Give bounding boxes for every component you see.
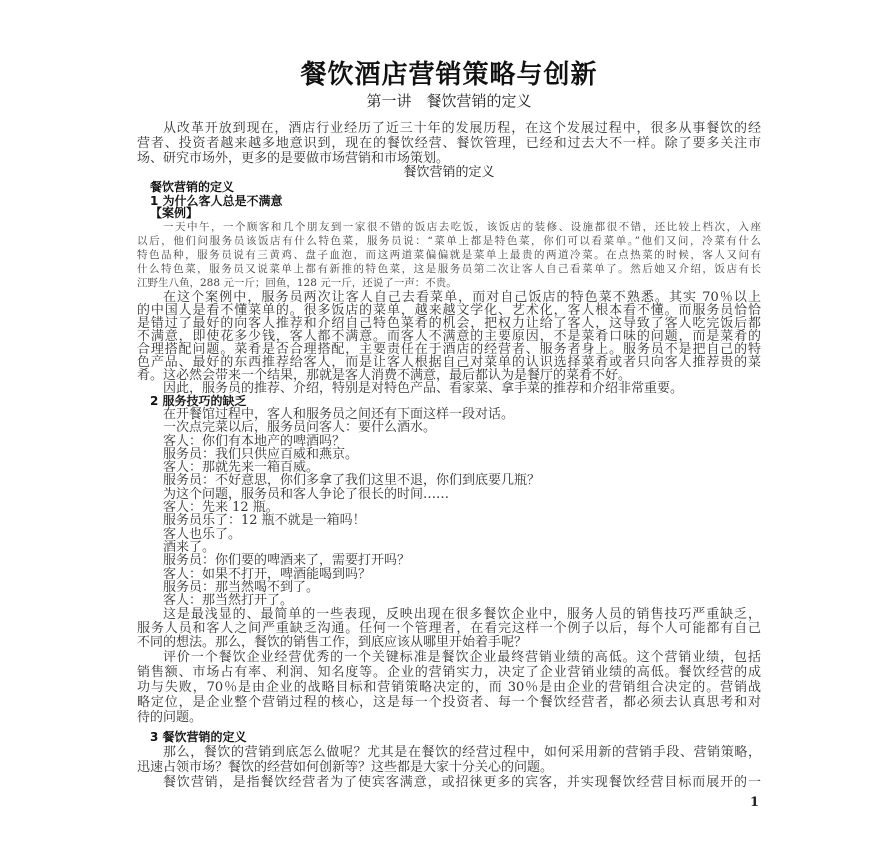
text-line: 这是最浅显的、最简单的一些表现，反映出现在很多餐饮企业中，服务人员的销售技巧严重缺乏，	[163, 607, 761, 622]
text-line: 色产品、最好的东西推荐给客人，而是让客人根据自己对菜单的认识选择菜肴或者只向客人推荐贵的菜	[137, 355, 761, 370]
conclusion-paragraph: 因此，服务员的推荐、介绍，特别是对特色产品、看家菜、拿手菜的推荐和介绍非常重要。	[163, 381, 684, 396]
intro-paragraph	[137, 121, 761, 166]
dialogue-line: 服务员：那当然喝不到了。	[163, 579, 320, 595]
case-label: 【案例】	[150, 206, 199, 220]
text-line: 功与失败，70％是由企业的战略目标和营销策略决定的，而 30％是由企业的营销组合决定的。营销战	[137, 680, 761, 695]
case-paragraph	[137, 220, 761, 290]
text-line: 营者、投资者越来越多地意识到，现在的餐饮经营、餐饮管理，已经和过去大不一样。除了要多关注市	[137, 136, 761, 151]
dialogue-line: 为这个问题，服务员和客人争论了很长的时间……	[163, 486, 450, 502]
text-line: 那么，餐饮的营销到底怎么做呢？尤其是在餐饮的经营过程中，如何采用新的营销手段、营销策略，	[163, 745, 761, 760]
text-line: 江野生八鱼，288 元一斤；回鱼，128 元一斤，还说了一声：不贵。	[137, 277, 457, 289]
text-line: 合理搭配问题。菜肴是否合理搭配，主要责任在于酒店的经营者、服务者身上。服务员不是把自己的特	[137, 342, 761, 357]
text-line: 待的问题。	[137, 710, 203, 725]
text-line: 什么特色菜，服务员又说菜单上都有新推的特色菜，这是服务员第二次让客人自己看菜单了。然后她又介绍，饭店有长	[137, 263, 761, 275]
dialogue-line: 酒来了。	[163, 539, 216, 555]
dialogue-line: 在开餐馆过程中，客人和服务员之间还有下面这样一段对话。	[163, 407, 515, 422]
text-line: 餐饮营销，是指餐饮经营者为了使宾客满意，或招徕更多的宾客，并实现餐饮经营目标而展开的一	[163, 775, 761, 790]
heading-2: 2 服务技巧的缺乏	[150, 394, 247, 408]
lecture-subtitle: 第一讲 餐饮营销的定义	[366, 92, 532, 110]
text-line: 略定位，是企业整个营销过程的核心，这是每一个投资者、每一个餐饮经营者，都必须去认真思考和对	[137, 695, 761, 710]
heading-1: 1 为什么客人总是不满意	[150, 194, 283, 208]
question-paragraph	[137, 745, 761, 775]
dialogue-line: 服务员：我们只供应百威和燕京。	[163, 446, 359, 462]
dialogue	[137, 408, 761, 607]
dialogue-line: 客人：那就先来一箱百威。	[163, 460, 320, 476]
text-line: 评价一个餐饮企业经营优秀的一个关键标准是餐饮企业最终营销业绩的高低。这个营销业绩，包括	[163, 650, 761, 665]
evaluation-paragraph	[137, 650, 761, 725]
dialogue-line: 客人：那当然打开了。	[163, 593, 294, 609]
text-line: 服务人员和客人之间严重缺乏沟通。任何一个管理者，在看完这样一个例子以后，每个人可能都有自己	[137, 621, 761, 636]
dialogue-line: 客人：你们有本地产的啤酒吗？	[163, 433, 346, 449]
dialogue-line: 客人也乐了。	[163, 526, 242, 542]
page-number: 1	[750, 795, 760, 810]
text-line: 在这个案例中，服务员两次让客人自己去看菜单，而对自己饭店的特色菜不熟悉。其实 70％以上	[163, 290, 761, 305]
dialogue-line: 服务员：你们要的啤酒来了，需要打开吗？	[163, 553, 411, 569]
analysis-paragraph	[137, 291, 761, 382]
text-line: 不满意，即使花多少钱，客人都不满意。而客人不满意的主要原因，不是菜肴口味的问题，而是菜肴的	[137, 329, 761, 344]
text-line: 是错过了最好的向客人推荐和介绍自己特色菜肴的机会，把权力让给了客人，这导致了客人吃完饭后都	[137, 316, 761, 331]
text-line: 从改革开放到现在，酒店行业经历了近三十年的发展历程，在这个发展过程中，很多从事餐饮的经	[163, 121, 761, 136]
text-line: 以后，他们问服务员该饭店有什么特色菜，服务员说：“菜单上都是特色菜，你们可以看菜单。”他们又问，冷菜有什么	[137, 235, 761, 247]
dialogue-line: 客人：先来 12 瓶。	[163, 500, 279, 516]
text-line: 迅速占领市场？餐饮的经营如何创新等？这些都是大家十分关心的问题。	[137, 760, 554, 775]
text-line: 销售额、市场占有率、利润、知名度等。企业的营销实力，决定了企业营销业绩的高低。餐饮经营的成	[137, 665, 761, 680]
text-line: 一天中午，一个顾客和几个朋友到一家很不错的饭店去吃饭，该饭店的装修、设施都很不错，还比较上档次，入座	[163, 221, 761, 233]
document-title: 餐饮酒店营销策略与创新	[300, 60, 598, 90]
heading-3: 3 餐饮营销的定义	[150, 730, 247, 744]
text-line: 不同的想法。那么，餐饮的销售工作，到底应该从哪里开始着手呢？	[137, 635, 528, 650]
dialogue-line: 一次点完菜以后，服务员问客人：要什么酒水。	[163, 420, 437, 436]
dialogue-line: 服务员：不好意思，你们多拿了我们这里不退，你们到底要几瓶？	[163, 473, 541, 489]
section-heading: 餐饮营销的定义	[403, 165, 495, 180]
dialogue-line: 服务员乐了：12 瓶不就是一箱吗！	[163, 513, 366, 529]
reflection-paragraph	[137, 608, 761, 650]
bold-section-heading: 餐饮营销的定义	[150, 180, 235, 194]
text-line: 特色品种，服务员说有三黄鸡、盘子血泡，而这两道菜偏偏就是菜单上最贵的两道冷菜。在点热菜的时候，客人又问有	[137, 249, 761, 261]
text-line: 肴。这必然会带来一个结果，那就是客人消费不满意，最后都认为是餐厅的菜肴不好。	[137, 368, 632, 383]
text-line: 场、研究市场外，更多的是要做市场营销和市场策划。	[137, 151, 450, 166]
dialogue-line: 客人：如果不打开，啤酒能喝到吗？	[163, 566, 372, 582]
text-line: 的中国人是看不懂菜单的。很多饭店的菜单，越来越文学化、艺术化，客人根本看不懂。而服务员恰恰	[137, 303, 761, 318]
definition-paragraph	[137, 775, 761, 790]
